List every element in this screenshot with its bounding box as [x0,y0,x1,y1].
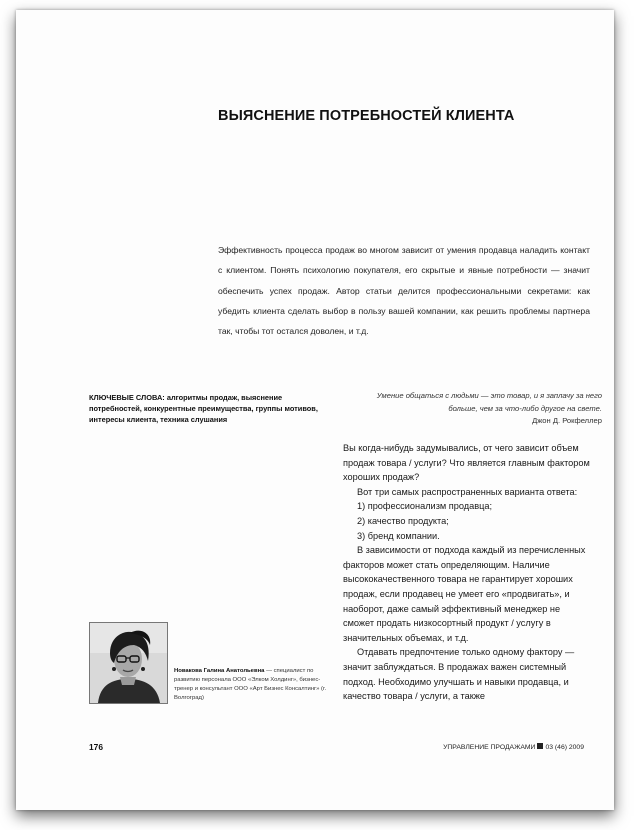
journal-name: УПРАВЛЕНИЕ ПРОДАЖАМИ [443,744,536,751]
epigraph-author: Джон Д. Рокфеллер [532,416,602,426]
article-lead: Эффективность процесса продаж во многом зависит от умения продавца наладить контакт с клиентом. Понять психологию покупателя, его скрытые и явные потребности — значит обеспечить успех продаж. Автор статьи делится профессиональными секретами: как убедить клиента сделать выбор в пользу вашей компании, как решить проблемы партнера так, чтобы тот остался доволен, и т.д. [218,245,590,337]
article-title: ВЫЯСНЕНИЕ ПОТРЕБНОСТЕЙ КЛИЕНТА [218,108,515,124]
epigraph [346,390,602,428]
issue-number: 03 (46) 2009 [545,744,584,751]
keywords-block [89,392,337,426]
keywords-label: КЛЮЧЕВЫЕ СЛОВА: [89,393,165,402]
author-name: Новакова Галина Анатольевна [174,668,265,674]
list-item: 2) качество продукта; [357,515,449,526]
page-number: 176 [89,742,103,752]
footer-journal [443,743,584,751]
list-item: 3) бренд компании. [357,530,440,541]
body-paragraph: Отдавать предпочтение только одному фактору — значит заблуждаться. В продажах важен системный подход. Необходимо улучшать и навыки продавца, и качество товара / услуги, а также [343,647,575,702]
body-paragraph: Вы когда-нибудь задумывались, от чего зависит объем продаж товара / услуги? Что является главным фактором хороших продаж? [343,443,590,483]
author-portrait-image [90,623,167,703]
list-item: 1) профессионализм продавца; [357,501,493,512]
author-info [174,667,334,703]
body-paragraph: Вот три самых распространенных варианта ответа: [357,486,578,497]
article-body [343,441,593,704]
body-paragraph: В зависимости от подхода каждый из перечисленных факторов может стать определяющим. Наличие высококачественного товара не гарантирует хороших продаж, если продавец не умеет его «продвигать», и наоборот, даже самый эффективный менеджер не сможет продать низкосортный продукт / услугу в значительных объемах, и т.д. [343,545,586,643]
keywords-text: алгоритмы продаж, выяснение потребностей, конкурентные преимущества, группы мотивов, интересы клиента, техника слушания [89,393,318,425]
author-photo [89,622,168,704]
square-separator-icon [537,743,543,749]
author-bio: — специалист по развитию персонала ООО «Элком Холдинг», бизнес-тренер и консультант ООО «Арт Бизнес Консалтинг» (г. Волгоград) [174,668,327,701]
epigraph-quote: Умение общаться с людьми — это товар, и я заплачу за него больше, чем за что-либо другое на свете. [376,391,602,413]
magazine-page [16,10,614,810]
